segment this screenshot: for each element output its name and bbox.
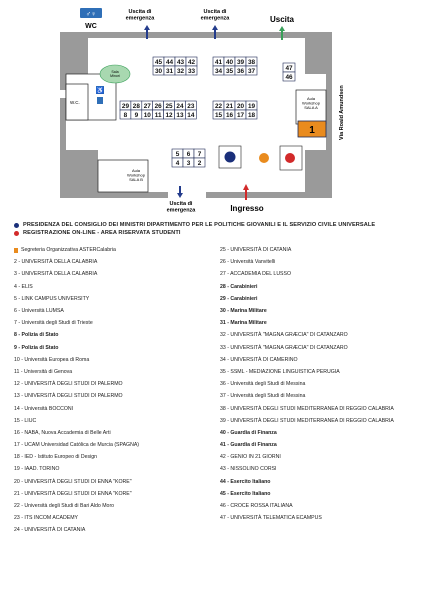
exit-mid-line2: emergenza <box>200 15 230 22</box>
workshop-a-line3: SALA A <box>304 105 318 110</box>
stand-entry <box>14 366 220 378</box>
stand-text: 39 - UNIVERSITÀ DEGLI STUDI MEDITERRANEA DI REGGIO CALABRIA <box>220 417 394 424</box>
booth-number: 47 <box>285 64 293 72</box>
booth-26 <box>153 101 164 110</box>
booth-number: 15 <box>214 111 223 119</box>
stand-text: 41 - Guardia di Finanza <box>220 442 277 449</box>
booth-40 <box>224 57 235 66</box>
exit-bottom-line1: Uscita di <box>169 201 193 207</box>
booth-24 <box>175 101 186 110</box>
stand-text: 5 - LINK CAMPUS UNIVERSITY <box>14 295 90 302</box>
exit-mid-label <box>201 9 231 22</box>
stand-text: 12 - UNIVERSITÀ DEGLI STUDI DI PALERMO <box>14 381 123 388</box>
stand-entry <box>220 281 410 293</box>
booth-number: 34 <box>214 67 223 75</box>
booth-28 <box>131 101 142 110</box>
booth-number: 37 <box>247 67 256 75</box>
booth-number: 24 <box>176 102 184 110</box>
booth-number: 12 <box>165 111 173 119</box>
booth-number: 33 <box>187 67 196 75</box>
stand-entry <box>220 244 410 256</box>
stand-entry <box>220 305 410 317</box>
booth-16 <box>224 110 235 119</box>
booth-18 <box>246 110 257 119</box>
street-label: Via Roald Amundsen <box>339 85 345 140</box>
exit-bottom-label <box>167 201 197 214</box>
booth-35 <box>224 66 235 75</box>
booth-number: 3 <box>186 159 191 167</box>
booth-37 <box>246 66 257 75</box>
stand-entry <box>220 415 410 427</box>
booth-number: 20 <box>236 102 245 110</box>
stand-text: 6 - Università LUMSA <box>14 308 64 315</box>
booth-number: 17 <box>236 111 245 119</box>
registration-dot <box>285 153 295 163</box>
stand-text: 29 - Carabinieri <box>220 295 258 302</box>
stand-text: 35 - SSML - MEDIAZIONE LINGUISTICA PERUGIA <box>220 368 340 375</box>
booth-number: 19 <box>247 102 256 110</box>
stand-entry <box>220 268 410 280</box>
stand-entry <box>14 439 220 451</box>
stand-text: 28 - Carabinieri <box>220 283 258 290</box>
booth-number: 32 <box>176 67 185 75</box>
booth-number: 38 <box>247 58 256 66</box>
stand-text: 7 - Università degli Studi di Trieste <box>14 320 93 327</box>
booth-19 <box>246 101 257 110</box>
stand-entry <box>14 402 220 414</box>
booth-13 <box>175 110 186 119</box>
exit-bottom-line2: emergenza <box>166 207 196 214</box>
stand-entry <box>14 317 220 329</box>
stand-text: 44 - Esercito Italiano <box>220 478 271 485</box>
stand-entry <box>220 390 410 402</box>
stand-entry <box>220 317 410 329</box>
booth-number: 42 <box>187 58 196 66</box>
stand-text: 40 - Guardia di Finanza <box>220 429 277 436</box>
booth-number: 16 <box>225 111 234 119</box>
booth-8 <box>120 110 131 119</box>
orange-square-icon <box>14 248 18 253</box>
legend <box>14 222 414 237</box>
floor-plan <box>0 0 425 215</box>
stand-entry <box>14 476 220 488</box>
booth-number: 14 <box>187 111 195 119</box>
stand-entry <box>14 281 220 293</box>
booth-number: 40 <box>225 58 234 66</box>
booth-number: 4 <box>175 159 180 167</box>
booth-39 <box>235 57 246 66</box>
wc-sign <box>80 8 102 18</box>
arrow-down-icon <box>177 186 183 198</box>
stand-entry <box>14 488 220 500</box>
booth-12 <box>164 110 175 119</box>
booth-33 <box>186 66 197 75</box>
stand-text: Segreteria Organizzativa ASTERCalabria <box>21 247 116 254</box>
booth-number: 44 <box>165 58 174 66</box>
booth-number: 28 <box>132 102 140 110</box>
stand-one-label: 1 <box>309 125 315 136</box>
stand-entry <box>220 329 410 341</box>
booth-32 <box>175 66 186 75</box>
wc-label: WC <box>85 23 97 30</box>
booth-number: 41 <box>214 58 223 66</box>
stand-text: 46 - CROCE ROSSA ITALIANA <box>220 503 293 510</box>
booth-31 <box>164 66 175 75</box>
stand-entry <box>14 329 220 341</box>
stand-text: 36 - Università degli Studi di Messina <box>220 381 306 388</box>
booth-23 <box>185 101 196 110</box>
booth-34 <box>213 66 224 75</box>
stand-text: 47 - UNIVERSITÀ TELEMATICA ECAMPUS <box>220 515 322 522</box>
stand-entry <box>14 415 220 427</box>
stand-text: 25 - UNIVERSITÀ DI CATANIA <box>220 247 292 254</box>
stand-text: 13 - UNIVERSITÀ DEGLI STUDI DI PALERMO <box>14 393 123 400</box>
stand-entry <box>220 293 410 305</box>
stand-text: 42 - GENIO IN 21 GIORNI <box>220 454 281 461</box>
booth-number: 8 <box>123 111 128 119</box>
booth-20 <box>235 101 246 110</box>
booth-36 <box>235 66 246 75</box>
booth-14 <box>185 110 196 119</box>
orange-point-dot <box>259 153 269 163</box>
booth-number: 7 <box>197 150 202 158</box>
booth-number: 27 <box>143 102 151 110</box>
stand-entry <box>14 256 220 268</box>
booth-11 <box>153 110 164 119</box>
stand-text: 3 - UNIVERSITÀ DELLA CALABRIA <box>14 271 98 278</box>
stand-entry <box>220 512 410 524</box>
booth-number: 30 <box>154 67 163 75</box>
booth-number: 9 <box>134 111 139 119</box>
booth-number: 35 <box>225 67 234 75</box>
stand-text: 9 - Polizia di Stato <box>14 344 59 351</box>
stand-text: 26 - Università Vanvitelli <box>220 259 276 266</box>
booth-30 <box>153 66 164 75</box>
workshop-a-line2: Workshop <box>302 100 320 106</box>
booth-number: 2 <box>197 159 202 167</box>
stand-entry <box>220 488 410 500</box>
stand-entry <box>220 378 410 390</box>
booth-number: 31 <box>165 67 174 75</box>
exit-left-line1: Uscita di <box>128 9 152 15</box>
booth-6 <box>183 149 194 158</box>
workshop-b-line1: Aula <box>131 168 141 173</box>
stand-text: 10 - Università Europea di Roma <box>14 356 90 363</box>
booth-42 <box>186 57 197 66</box>
wc-room-label: W.C. <box>70 100 80 105</box>
stand-entry <box>14 512 220 524</box>
exit-mid-line1: Uscita di <box>203 9 227 15</box>
wheelchair-icon <box>96 86 104 95</box>
stand-entry <box>14 390 220 402</box>
booth-5 <box>172 149 183 158</box>
presidenza-dot <box>225 152 236 163</box>
stand-entry <box>220 463 410 475</box>
booth-27 <box>142 101 153 110</box>
booth-number: 13 <box>176 111 184 119</box>
stand-entry <box>220 500 410 512</box>
stand-text: 20 - UNIVERSITÀ DEGLI STUDI DI ENNA "KORE" <box>14 478 132 485</box>
booth-44 <box>164 57 175 66</box>
stand-text: 18 - IED - Istituto Europeo di Design <box>14 454 98 461</box>
booth-17 <box>235 110 246 119</box>
stand-text: 32 - UNIVERSITÀ "MAGNA GRÆCIA" DI CATANZARO <box>220 332 348 339</box>
mini-room-line2: Minori <box>110 74 120 78</box>
stand-entry <box>220 256 410 268</box>
entrance-label: Ingresso <box>230 204 264 213</box>
stand-text: 43 - NISSOLINO CORSI <box>220 466 277 473</box>
svg-text:♿: ♿ <box>95 87 105 95</box>
booth-47 <box>283 63 295 72</box>
stand-entry <box>220 366 410 378</box>
booth-41 <box>213 57 224 66</box>
stand-text: 4 - ELIS <box>14 283 33 290</box>
stand-text: 31 - Marina Militare <box>220 320 267 327</box>
stand-entry <box>220 354 410 366</box>
stand-text: 2 - UNIVERSITÀ DELLA CALABRIA <box>14 259 98 266</box>
stand-entry <box>14 463 220 475</box>
booth-number: 22 <box>214 102 223 110</box>
booth-number: 21 <box>225 102 234 110</box>
legend-text: REGISTRAZIONE ON-LINE - AREA RISERVATA STUDENTI <box>23 229 181 236</box>
booth-number: 43 <box>176 58 185 66</box>
stand-entry <box>220 451 410 463</box>
stand-list-right <box>220 244 410 537</box>
stand-text: 23 - ITS INCOM ACADEMY <box>14 515 78 522</box>
stand-text: 27 - ACCADEMIA DEL LUSSO <box>220 271 292 278</box>
booth-number: 39 <box>236 58 245 66</box>
stand-entry <box>14 524 220 536</box>
legend-dot-icon <box>14 223 19 228</box>
booth-21 <box>224 101 235 110</box>
stand-text: 21 - UNIVERSITÀ DEGLI STUDI DI ENNA "KORE" <box>14 490 132 497</box>
stand-entry <box>14 451 220 463</box>
stand-entry <box>220 476 410 488</box>
stand-entry <box>14 293 220 305</box>
stand-entry <box>220 342 410 354</box>
mini-room-line1: Sala <box>111 70 119 74</box>
stand-list <box>14 244 414 537</box>
booth-number: 10 <box>143 111 151 119</box>
stand-text: 33 - UNIVERSITÀ "MAGNA GRÆCIA" DI CATANZARO <box>220 344 348 351</box>
legend-row <box>14 222 414 230</box>
booth-10 <box>142 110 153 119</box>
booth-45 <box>153 57 164 66</box>
booth-number: 23 <box>187 102 195 110</box>
booth-number: 25 <box>165 102 173 110</box>
booth-2 <box>194 158 205 167</box>
stand-text: 17 - UCAM Universidad Católica de Murcia (SPAGNA) <box>14 442 140 449</box>
booth-number: 6 <box>186 150 191 158</box>
booth-number: 36 <box>236 67 245 75</box>
stand-entry <box>14 378 220 390</box>
stand-entry <box>220 427 410 439</box>
booth-38 <box>246 57 257 66</box>
booth-15 <box>213 110 224 119</box>
legend-dot-icon <box>14 231 19 236</box>
stand-text: 8 - Polizia di Stato <box>14 332 59 339</box>
booth-22 <box>213 101 224 110</box>
stand-entry <box>14 244 220 256</box>
stand-entry <box>220 402 410 414</box>
booth-grid <box>120 57 295 167</box>
door-icon <box>97 97 103 104</box>
stand-text: 19 - IAAD. TORINO <box>14 466 60 473</box>
stand-text: 45 - Esercito Italiano <box>220 490 271 497</box>
booth-number: 11 <box>154 111 162 119</box>
booth-29 <box>120 101 131 110</box>
exit-main-label: Uscita <box>269 15 295 24</box>
stand-entry <box>14 342 220 354</box>
booth-number: 26 <box>154 102 162 110</box>
stand-text: 37 - Università degli Studi di Messina <box>220 393 306 400</box>
booth-43 <box>175 57 186 66</box>
booth-number: 46 <box>285 73 293 81</box>
booth-number: 18 <box>247 111 256 119</box>
booth-number: 5 <box>175 150 180 158</box>
stand-text: 11 - Università di Genova <box>14 368 73 375</box>
mini-room-label <box>110 70 120 78</box>
booth-3 <box>183 158 194 167</box>
stand-text: 38 - UNIVERSITÀ DEGLI STUDI MEDITERRANEA DI REGGIO CALABRIA <box>220 405 394 412</box>
stand-entry <box>14 427 220 439</box>
legend-text: PRESIDENZA DEL CONSIGLIO DEI MINISTRI DIPARTIMENTO PER LE POLITICHE GIOVANILI E IL SERVIZIO CIVILE UNIVERSALE <box>23 222 376 228</box>
booth-46 <box>283 72 295 81</box>
legend-row <box>14 230 414 238</box>
stand-entry <box>14 500 220 512</box>
stand-text: 14 - Università BOCCONI <box>14 405 74 412</box>
svg-text:♂♀: ♂♀ <box>85 11 97 18</box>
exit-left-line2: emergenza <box>125 15 155 22</box>
booth-number: 45 <box>154 58 163 66</box>
workshop-a-line1: Aula <box>306 96 316 101</box>
booth-25 <box>164 101 175 110</box>
booth-9 <box>131 110 142 119</box>
stand-entry <box>14 305 220 317</box>
exit-left-label <box>126 9 156 22</box>
stand-entry <box>14 354 220 366</box>
workshop-b-line2: Workshop <box>127 172 145 178</box>
booth-7 <box>194 149 205 158</box>
stand-text: 15 - LIUC <box>14 417 37 424</box>
stand-text: 22 - Università degli Studi di Bari Aldo Moro <box>14 503 115 510</box>
stand-entry <box>220 439 410 451</box>
stand-text: 24 - UNIVERSITÀ DI CATANIA <box>14 527 86 534</box>
workshop-b-line3: SALA B <box>129 177 143 182</box>
booth-number: 29 <box>121 102 130 110</box>
stand-list-left <box>14 244 220 537</box>
booth-4 <box>172 158 183 167</box>
stand-entry <box>14 268 220 280</box>
stand-text: 34 - UNIVERSITÀ DI CAMERINO <box>220 356 298 363</box>
stand-text: 30 - Marina Militare <box>220 308 267 315</box>
stand-text: 16 - NABA, Nuova Accademia di Belle Arti <box>14 429 111 436</box>
